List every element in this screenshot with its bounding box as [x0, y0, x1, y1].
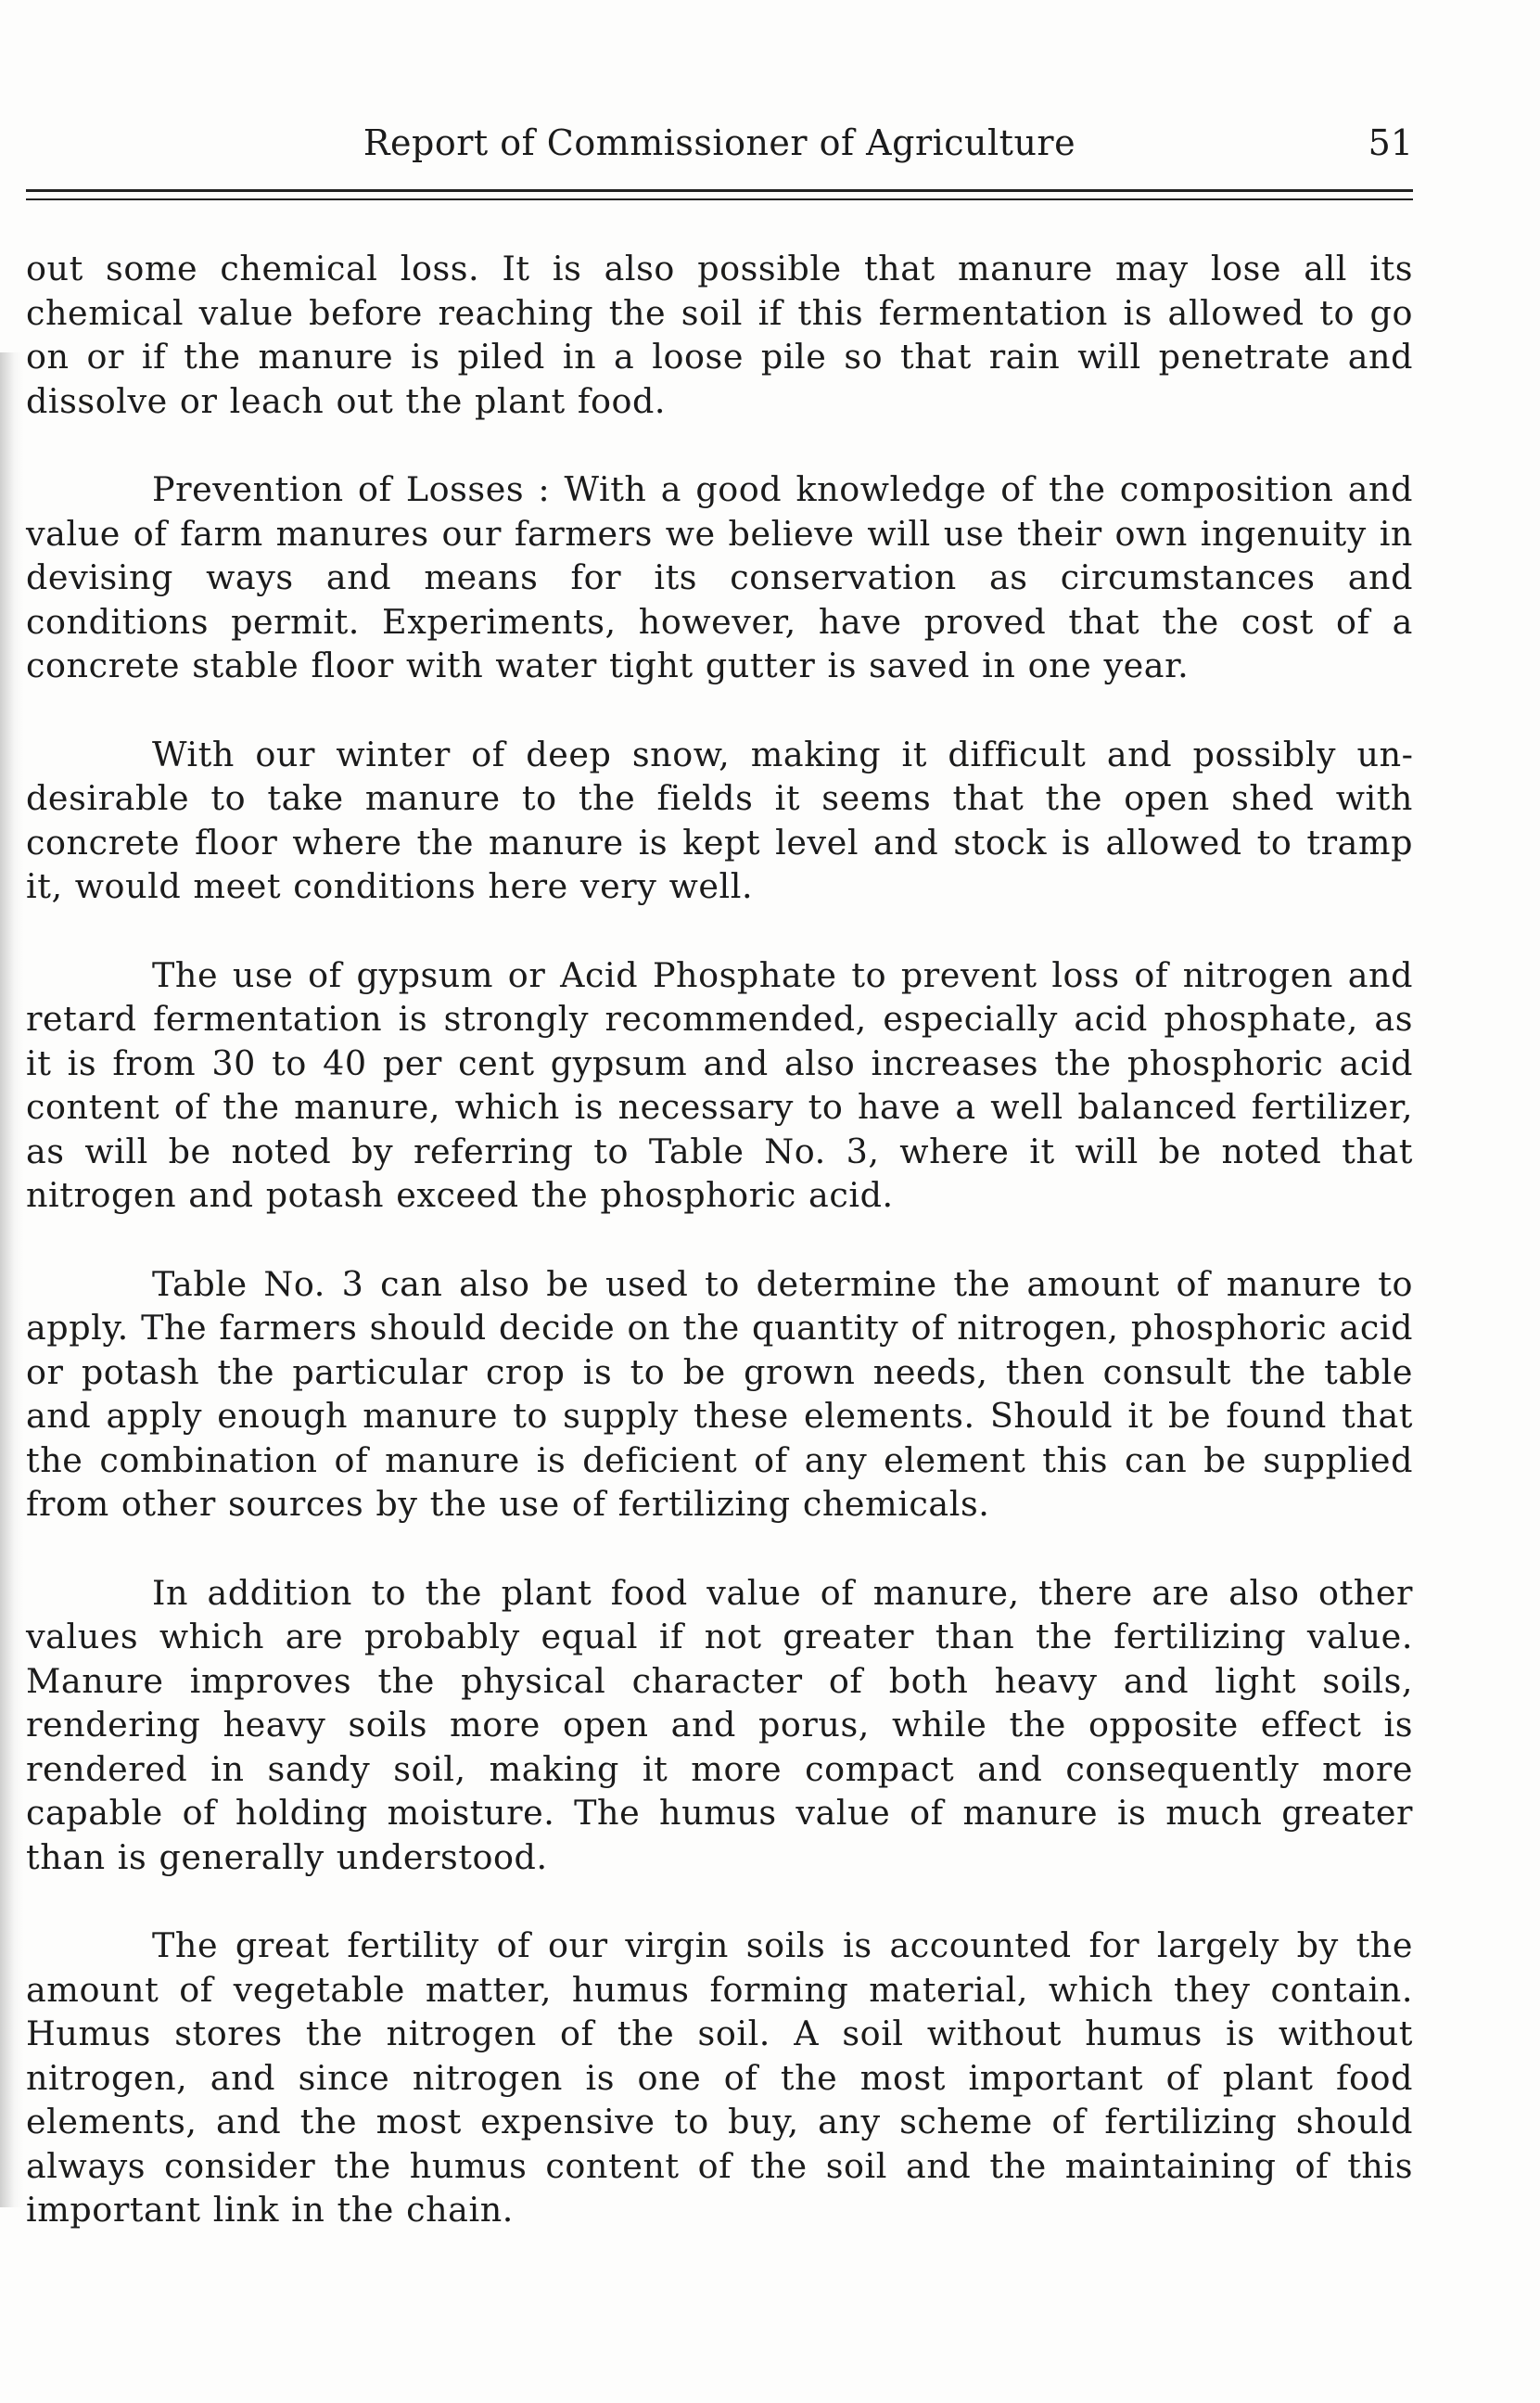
- paragraph-table-no-3: Table No. 3 can also be used to determine the amount of manure to apply. The farmers should decide on the quantity of nitrogen, phosphoric acid or potash the particular crop is to be grown needs, then consult the table and apply enough manure to supply these elements. Should it be found that the combination of manure is deficient of any element this can be supplied from other sources by the use of fertilizing chemicals.: [26, 1263, 1413, 1524]
- header-rule-thin: [26, 198, 1413, 200]
- binding-shadow: [0, 352, 24, 2207]
- page-number: 51: [1368, 122, 1413, 163]
- paragraph-gypsum-acid-phosphate: The use of gypsum or Acid Phosphate to prevent loss of nitrogen and retard fermentation is strongly recommended, especially acid phosphate, as it is from 30 to 40 per cent gypsum and also increases the phosphoric acid content of the manure, which is necessary to have a well balanced fertilizer, as will be noted by referring to Table No. 3, where it will be noted that nitrogen and potash exceed the phosphoric acid.: [26, 954, 1413, 1215]
- body-text: [26, 247, 1413, 2277]
- header-rule-thick: [26, 189, 1413, 192]
- paragraph-winter-snow: With our winter of deep snow, making it difficult and possibly undesirable to take manure to the fields it seems that the open shed with concrete floor where the manure is kept level and stock is allowed to tramp it, would meet conditions here very well.: [26, 734, 1413, 906]
- paragraph-other-values: In addition to the plant food value of manure, there are also other values which are probably equal if not greater than the fertilizing value. Manure improves the physical character of both heavy and light soils, rendering heavy soils more open and porus, while the opposite effect is rendered in sandy soil, making it more compact and consequently more capable of holding moisture. The humus value of manure is much greater than is generally understood.: [26, 1572, 1413, 1877]
- paragraph-virgin-soils-humus: The great fertility of our virgin soils is accounted for largely by the amount of vegetable matter, humus forming material, which they contain. Humus stores the nitrogen of the soil. A soil without humus is without nitrogen, and since nitrogen is one of the most important of plant food elements, and the most expensive to buy, any scheme of fertilizing should always consider the humus content of the soil and the maintaining of this important link in the chain.: [26, 1925, 1413, 2230]
- paragraph-prevention-of-losses: Prevention of Losses : With a good knowledge of the composition and value of farm manures our farmers we believe will use their own ingenuity in devising ways and means for its conservation as circumstances and conditions permit. Experiments, however, have proved that the cost of a concrete stable floor with water tight gutter is saved in one year.: [26, 469, 1413, 685]
- running-title: Report of Commissioner of Agriculture: [363, 122, 1076, 163]
- paragraph-continuation: out some chemical loss. It is also possible that manure may lose all its chemical value before reaching the soil if this fermentation is allowed to go on or if the manure is piled in a loose pile so that rain will penetrate and dissolve or leach out the plant food.: [26, 249, 1413, 421]
- running-header: [26, 122, 1413, 174]
